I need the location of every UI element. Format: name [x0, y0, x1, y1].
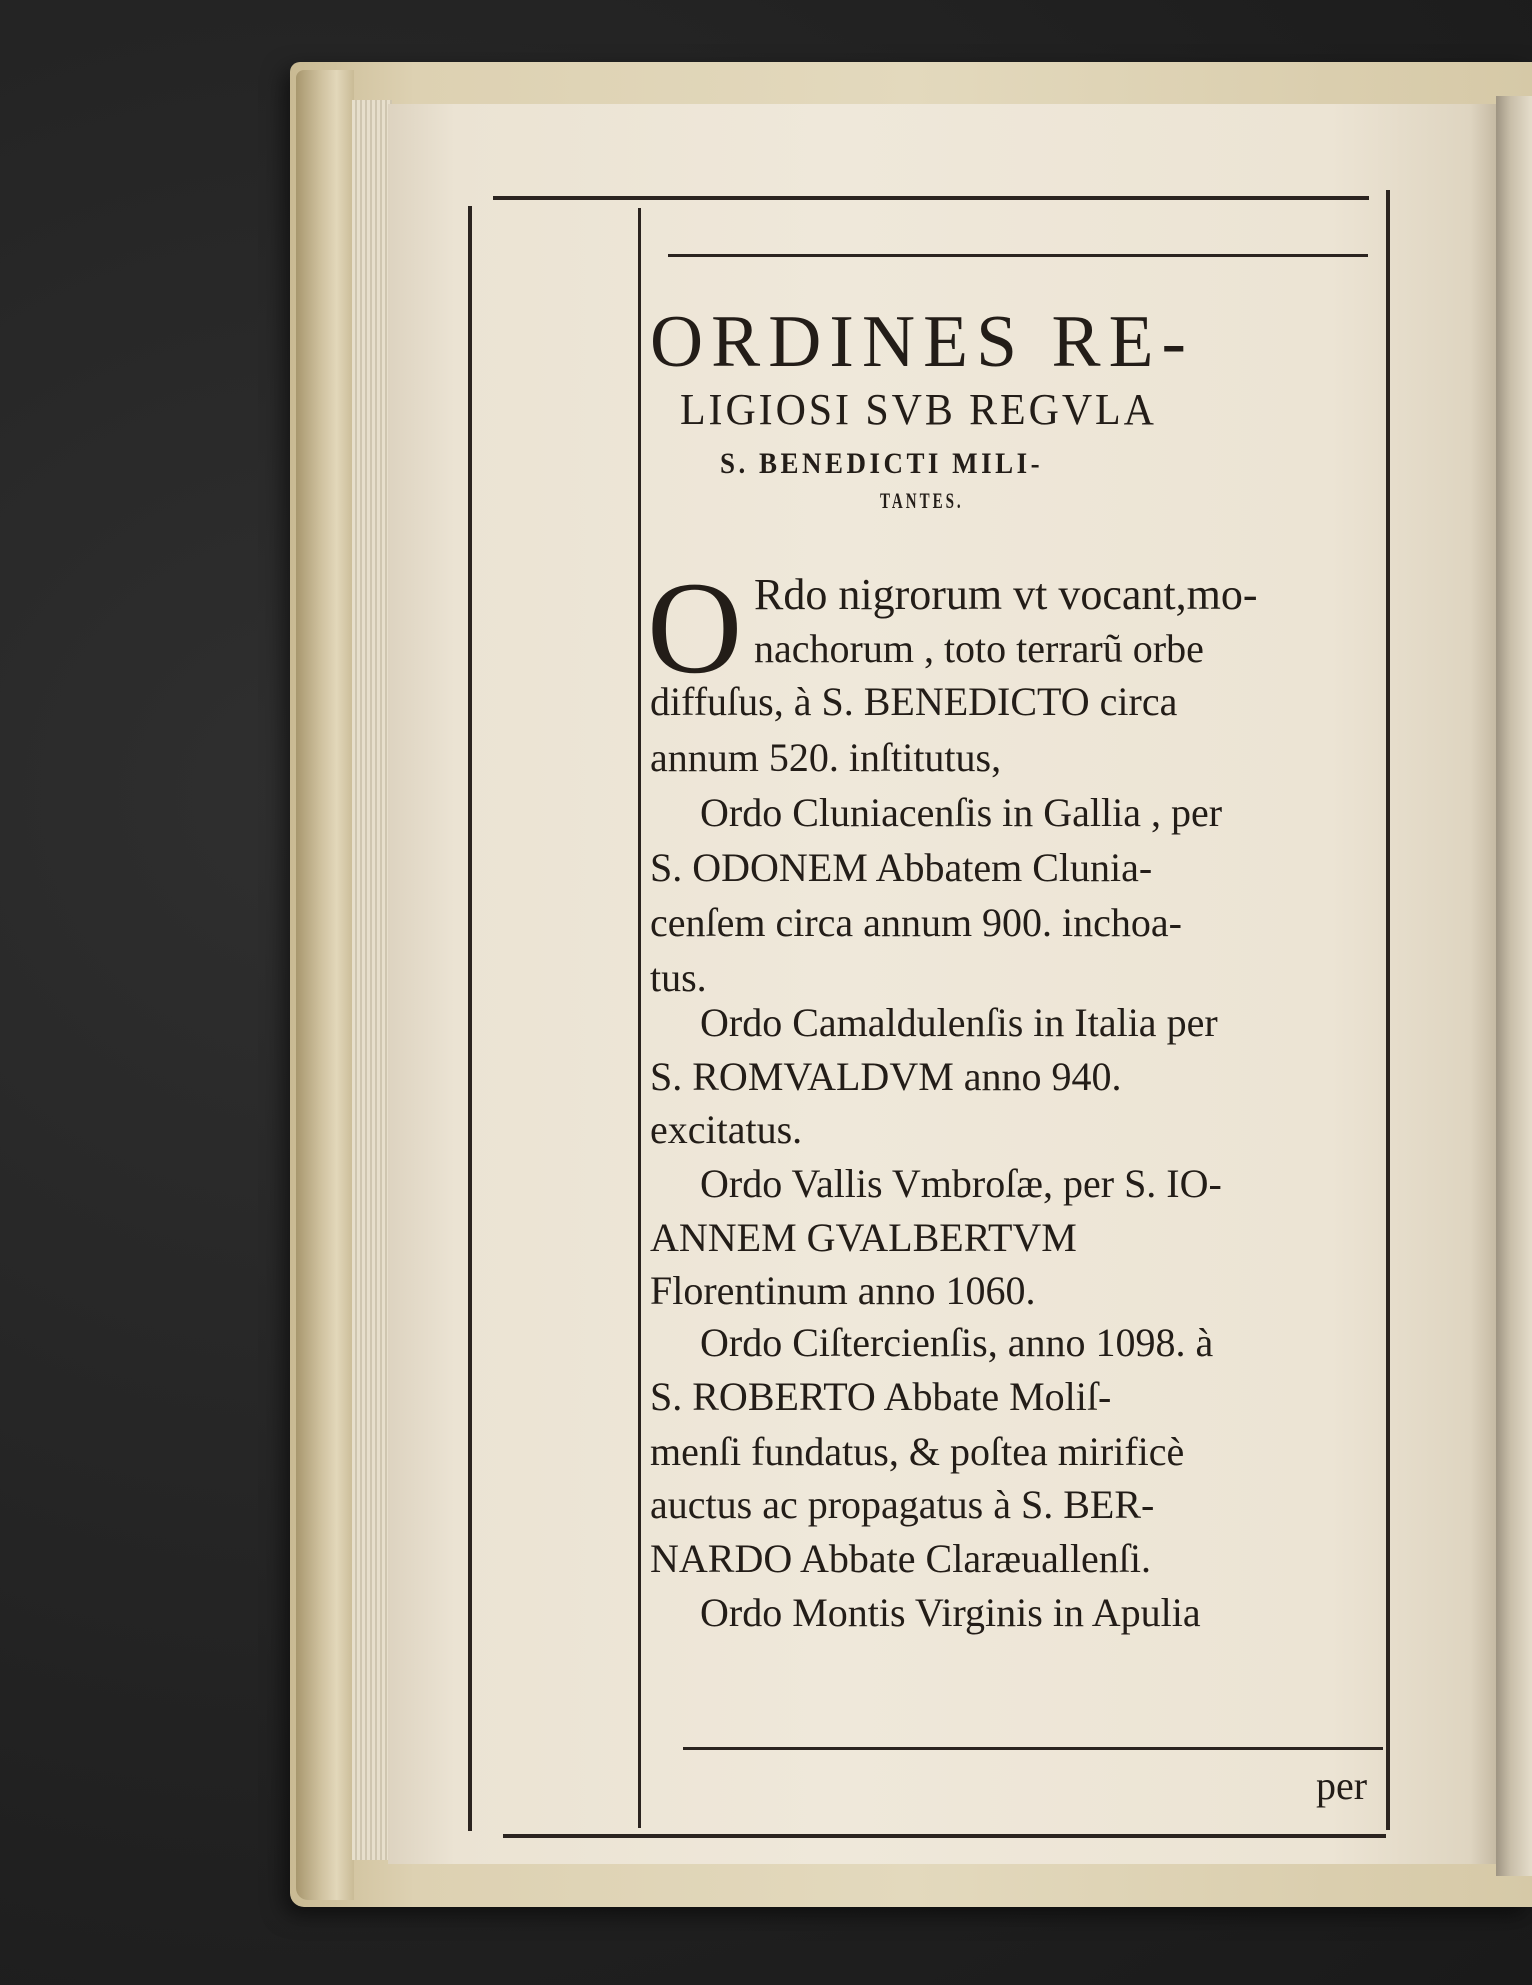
text-line: Ordo Cluniacenſis in Gallia , per — [700, 790, 1223, 835]
text-line: S. ODONEM Abbatem Clunia- — [650, 845, 1153, 890]
frame-rule-inner-top — [668, 254, 1368, 257]
heading-line-4: TANTES. — [880, 488, 964, 513]
frame-rule-right — [1386, 190, 1390, 1830]
drop-capital: O — [647, 554, 743, 701]
text-line: NARDO Abbate Claræuallenſi. — [650, 1536, 1152, 1581]
text-line: diffuſus, à S. BENEDICTO circa — [650, 679, 1178, 724]
text-line: tus. — [650, 955, 707, 1000]
text-line: Ordo Vallis Vmbroſæ, per S. IO- — [700, 1161, 1222, 1206]
frame-rule-outer-left — [468, 206, 472, 1831]
text-line: Florentinum anno 1060. — [650, 1268, 1036, 1313]
text-line: menſi fundatus, & poſtea mirificè — [650, 1429, 1185, 1474]
text-line: Ordo Montis Virginis in Apulia — [700, 1590, 1201, 1635]
text-line: annum 520. inſtitutus, — [650, 735, 1002, 780]
frame-rule-inner-left — [638, 208, 641, 1828]
facing-page-edge — [1496, 96, 1532, 1876]
frame-rule-outer-bottom — [503, 1834, 1386, 1838]
text-line: Rdo nigrorum vt vocant,mo- — [754, 570, 1258, 619]
page-stack-edges — [352, 100, 392, 1860]
text-line: Ordo Ciſtercienſis, anno 1098. à — [700, 1320, 1214, 1365]
frame-rule-outer-top — [493, 196, 1369, 200]
heading-line-1: ORDINES RE- — [650, 301, 1195, 383]
heading-line-2: LIGIOSI SVB REGVLA — [680, 385, 1157, 434]
text-line: S. ROBERTO Abbate Moliſ- — [650, 1374, 1112, 1419]
text-line: excitatus. — [650, 1107, 803, 1152]
text-line: auctus ac propagatus à S. BER- — [650, 1482, 1155, 1527]
text-line: cenſem circa annum 900. inchoa- — [650, 900, 1182, 945]
heading-line-3: S. BENEDICTI MILI- — [720, 447, 1044, 480]
text-line: Ordo Camaldulenſis in Italia per — [700, 1000, 1218, 1045]
cover-spine-edge — [296, 70, 354, 1900]
catchword: per — [1316, 1763, 1368, 1808]
text-line: S. ROMVALDVM anno 940. — [650, 1054, 1122, 1099]
frame-rule-inner-bottom — [683, 1747, 1383, 1750]
text-line: nachorum , toto terrarũ orbe — [754, 626, 1204, 671]
text-line: ANNEM GVALBERTVM — [650, 1215, 1077, 1260]
